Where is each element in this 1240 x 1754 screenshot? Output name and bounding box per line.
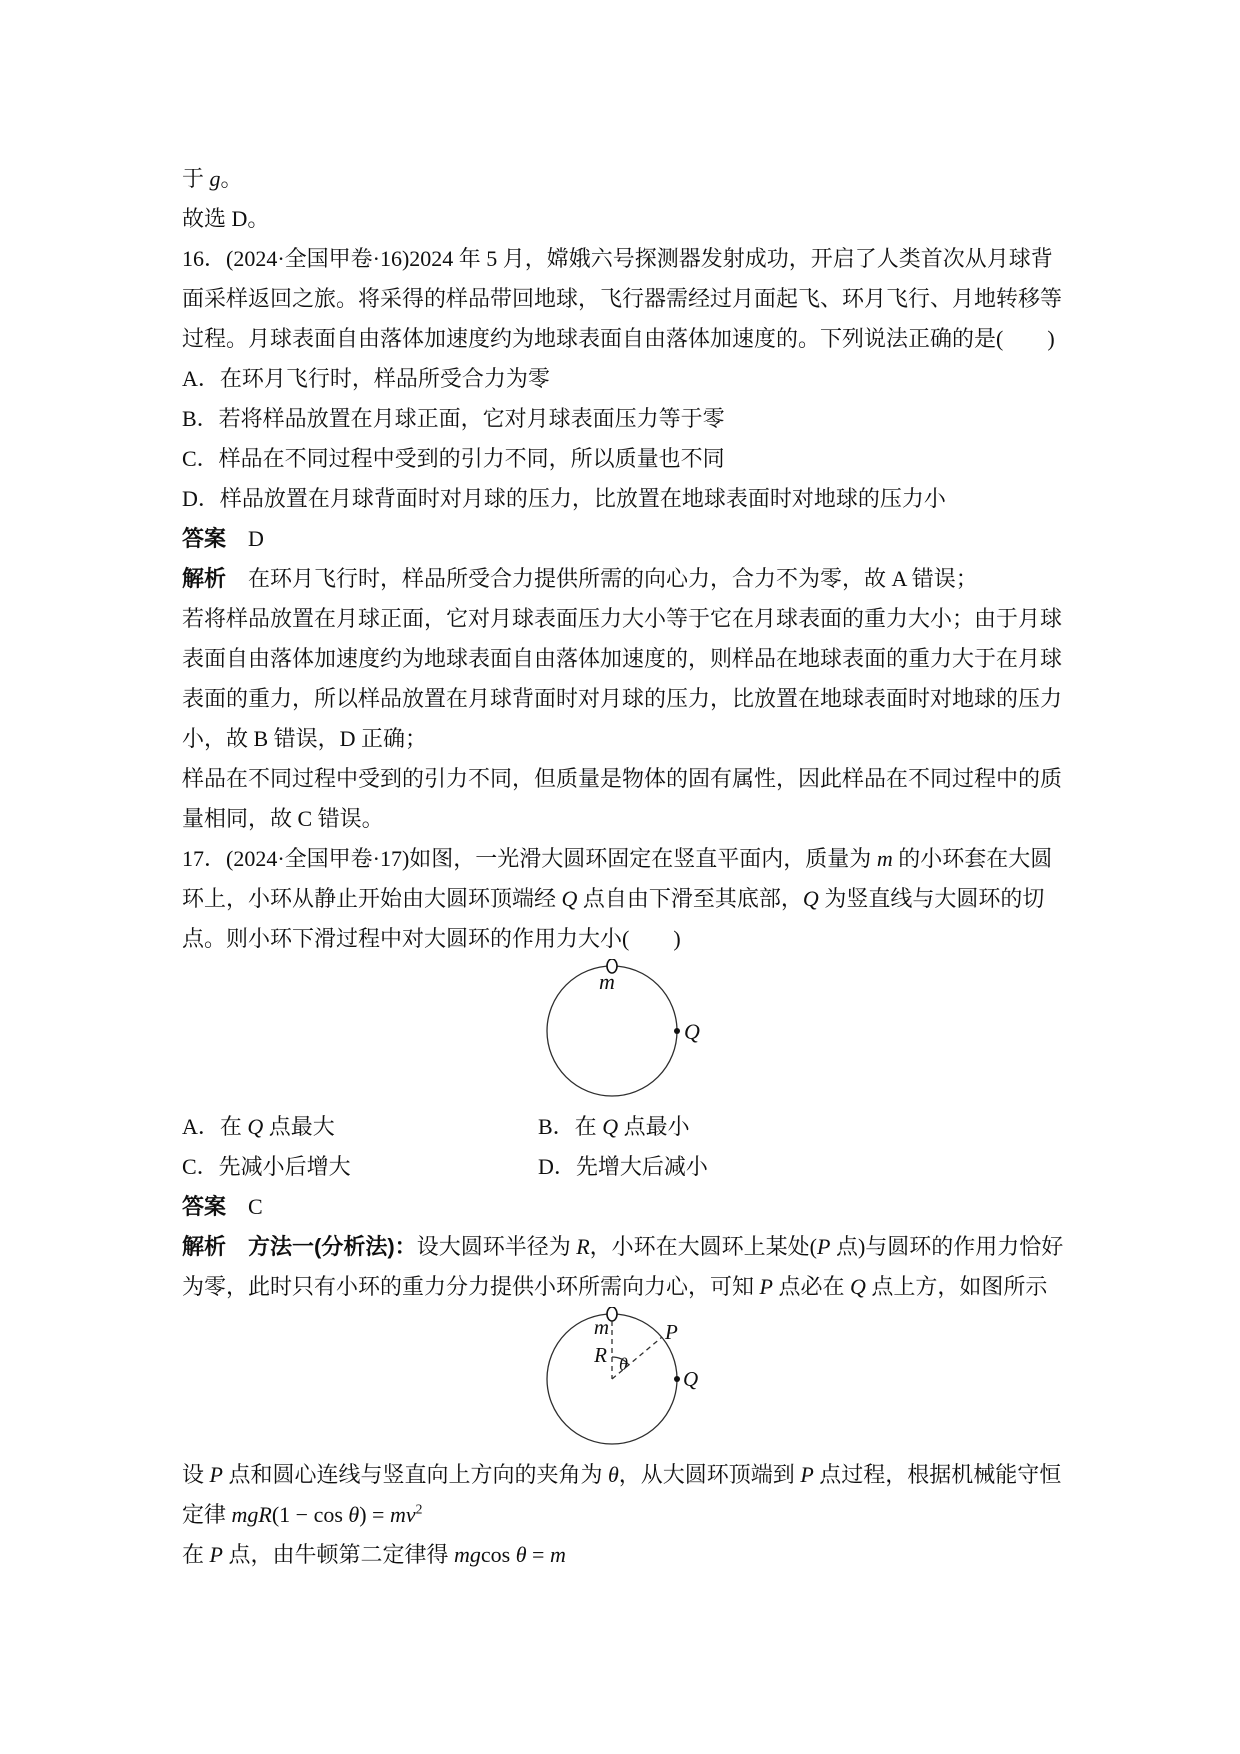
text-line: 解析 方法一(分析法)：设大圆环半径为 R，小环在大圆环上某处(P 点)与圆环的作用力恰好	[182, 1234, 1064, 1259]
radius-label: R	[594, 1343, 607, 1367]
theta-label: θ	[619, 1354, 628, 1374]
text-line: 16．(2024·全国甲卷·16)2024 年 5 月，嫦娥六号探测器发射成功，开启了人类首次从月球背	[182, 246, 1053, 271]
text-line: 在 P 点，由牛顿第二定律得 mgcos θ = m	[182, 1542, 566, 1567]
text-line: 解析 在环月飞行时，样品所受合力提供所需的向心力，合力不为零，故 A 错误；	[182, 566, 978, 591]
figure-solution-circle	[0, 1307, 1240, 1455]
text-flow-middle	[0, 1187, 1240, 1307]
q17-options	[182, 1107, 1100, 1187]
point-q-label: Q	[684, 1019, 700, 1044]
text-line: 定律 $mgR(1 - \cos \theta) = mv^2$	[182, 1501, 423, 1527]
text-line: 样品在不同过程中受到的引力不同，但质量是物体的固有属性，因此样品在不同过程中的质	[182, 766, 1063, 791]
circle-diagram-solution	[512, 1307, 742, 1455]
text-line: 设 P 点和圆心连线与竖直向上方向的夹角为 θ，从大圆环顶端到 P 点过程，根据机械能守恒	[182, 1462, 1062, 1487]
option-item: C．先减小后增大	[182, 1154, 351, 1179]
point-q-dot	[674, 1028, 680, 1034]
text-line: 量相同，故 C 错误。	[182, 806, 384, 831]
text-line: 17．(2024·全国甲卷·17)如图，一光滑大圆环固定在竖直平面内，质量为 m 的小环套在大圆	[182, 846, 1053, 871]
circle-diagram-q17	[512, 959, 712, 1107]
text-line: D．样品放置在月球背面时对月球的压力，比放置在地球表面时对地球的压力小	[182, 486, 946, 511]
option-item: D．先增大后减小	[538, 1154, 708, 1179]
text-line: 若将样品放置在月球正面，它对月球表面压力大小等于它在月球表面的重力大小；由于月球	[182, 606, 1063, 631]
option-item: A．在 Q 点最大	[182, 1114, 335, 1139]
text-line: 面采样返回之旅。将采得的样品带回地球，飞行器需经过月面起飞、环月飞行、月地转移等	[182, 286, 1063, 311]
text-line: 答案 D	[182, 526, 264, 551]
point-q-label: Q	[683, 1367, 699, 1391]
text-line: 表面自由落体加速度约为地球表面自由落体加速度的，则样品在地球表面的重力大于在月球	[182, 646, 1063, 671]
text-line: B．若将样品放置在月球正面，它对月球表面压力等于零	[182, 406, 725, 431]
text-line: A．在环月飞行时，样品所受合力为零	[182, 366, 550, 391]
point-q-dot	[674, 1376, 680, 1382]
text-line: 环上，小环从静止开始由大圆环顶端经 Q 点自由下滑至其底部，Q 为竖直线与大圆环的切	[182, 886, 1045, 911]
text-line: C．样品在不同过程中受到的引力不同，所以质量也不同	[182, 446, 725, 471]
text-flow-bottom	[0, 1455, 1240, 1575]
text-line: 点。则小环下滑过程中对大圆环的作用力大小( )	[182, 926, 681, 951]
text-line: 为零，此时只有小环的重力分力提供小环所需向力心，可知 P 点必在 Q 点上方，如图所示	[182, 1274, 1048, 1299]
text-line: 答案 C	[182, 1194, 263, 1219]
mass-label: m	[599, 969, 615, 994]
figure-q17-circle	[0, 959, 1240, 1107]
option-item: B．在 Q 点最小	[538, 1114, 690, 1139]
text-line: 表面的重力，所以样品放置在月球背面时对月球的压力，比放置在地球表面时对地球的压力	[182, 686, 1063, 711]
text-line: 小，故 B 错误，D 正确；	[182, 726, 428, 751]
point-p-label: P	[665, 1320, 678, 1344]
text-line: 于 g。	[182, 166, 243, 191]
text-line: 过程。月球表面自由落体加速度约为地球表面自由落体加速度的。下列说法正确的是( )	[182, 326, 1055, 351]
text-line: 故选 D。	[182, 206, 270, 231]
mass-label: m	[593, 1315, 609, 1339]
